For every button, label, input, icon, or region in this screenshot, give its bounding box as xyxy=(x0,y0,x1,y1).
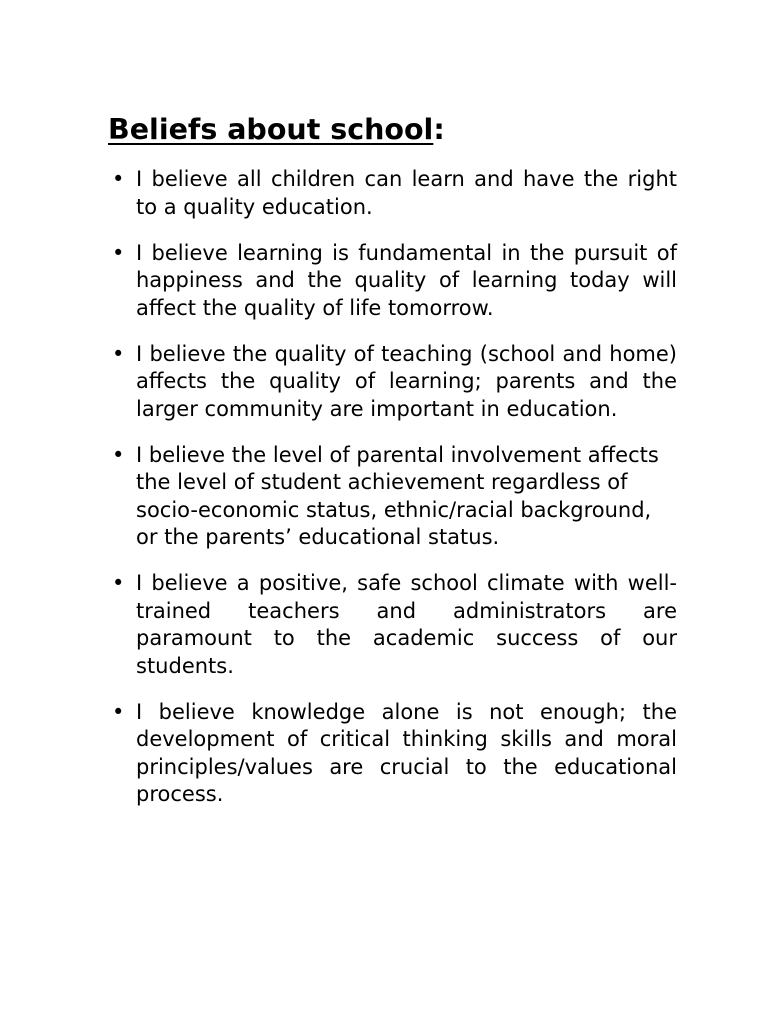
bullet-icon: • xyxy=(112,442,125,467)
belief-text: I believe a positive, safe school climate with well-trained teachers and administrators are paramount to the academic success of our students. xyxy=(136,571,677,678)
belief-text: I believe learning is fundamental in the pursuit of happiness and the quality of learning today will affect the quality of life tomorrow. xyxy=(136,240,677,320)
page-title-text: Beliefs about school xyxy=(108,113,434,146)
bullet-icon: • xyxy=(112,341,125,366)
page-title-colon: : xyxy=(433,113,445,146)
list-item xyxy=(108,442,677,552)
belief-text: I believe the level of parental involvement affects the level of student achievement regardless of socio-economic status, ethnic/racial background, or the parents’ educational status. xyxy=(136,442,659,549)
bullet-icon: • xyxy=(112,167,125,191)
belief-text: I believe knowledge alone is not enough; the development of critical thinking skills and moral principles/values are crucial to the educational process. xyxy=(136,699,677,806)
belief-text: I believe the quality of teaching (school and home) affects the quality of learning; parents and the larger community are important in education. xyxy=(136,341,677,421)
list-item xyxy=(108,166,677,221)
bullet-icon: • xyxy=(112,571,125,595)
page-title xyxy=(108,110,445,150)
bullet-icon: • xyxy=(112,699,125,724)
beliefs-list xyxy=(108,166,677,827)
list-item xyxy=(108,570,677,680)
bullet-icon: • xyxy=(112,240,125,265)
list-item xyxy=(108,240,677,323)
list-item xyxy=(108,699,677,809)
belief-text: I believe all children can learn and have the right to a quality education. xyxy=(136,167,677,219)
list-item xyxy=(108,341,677,424)
